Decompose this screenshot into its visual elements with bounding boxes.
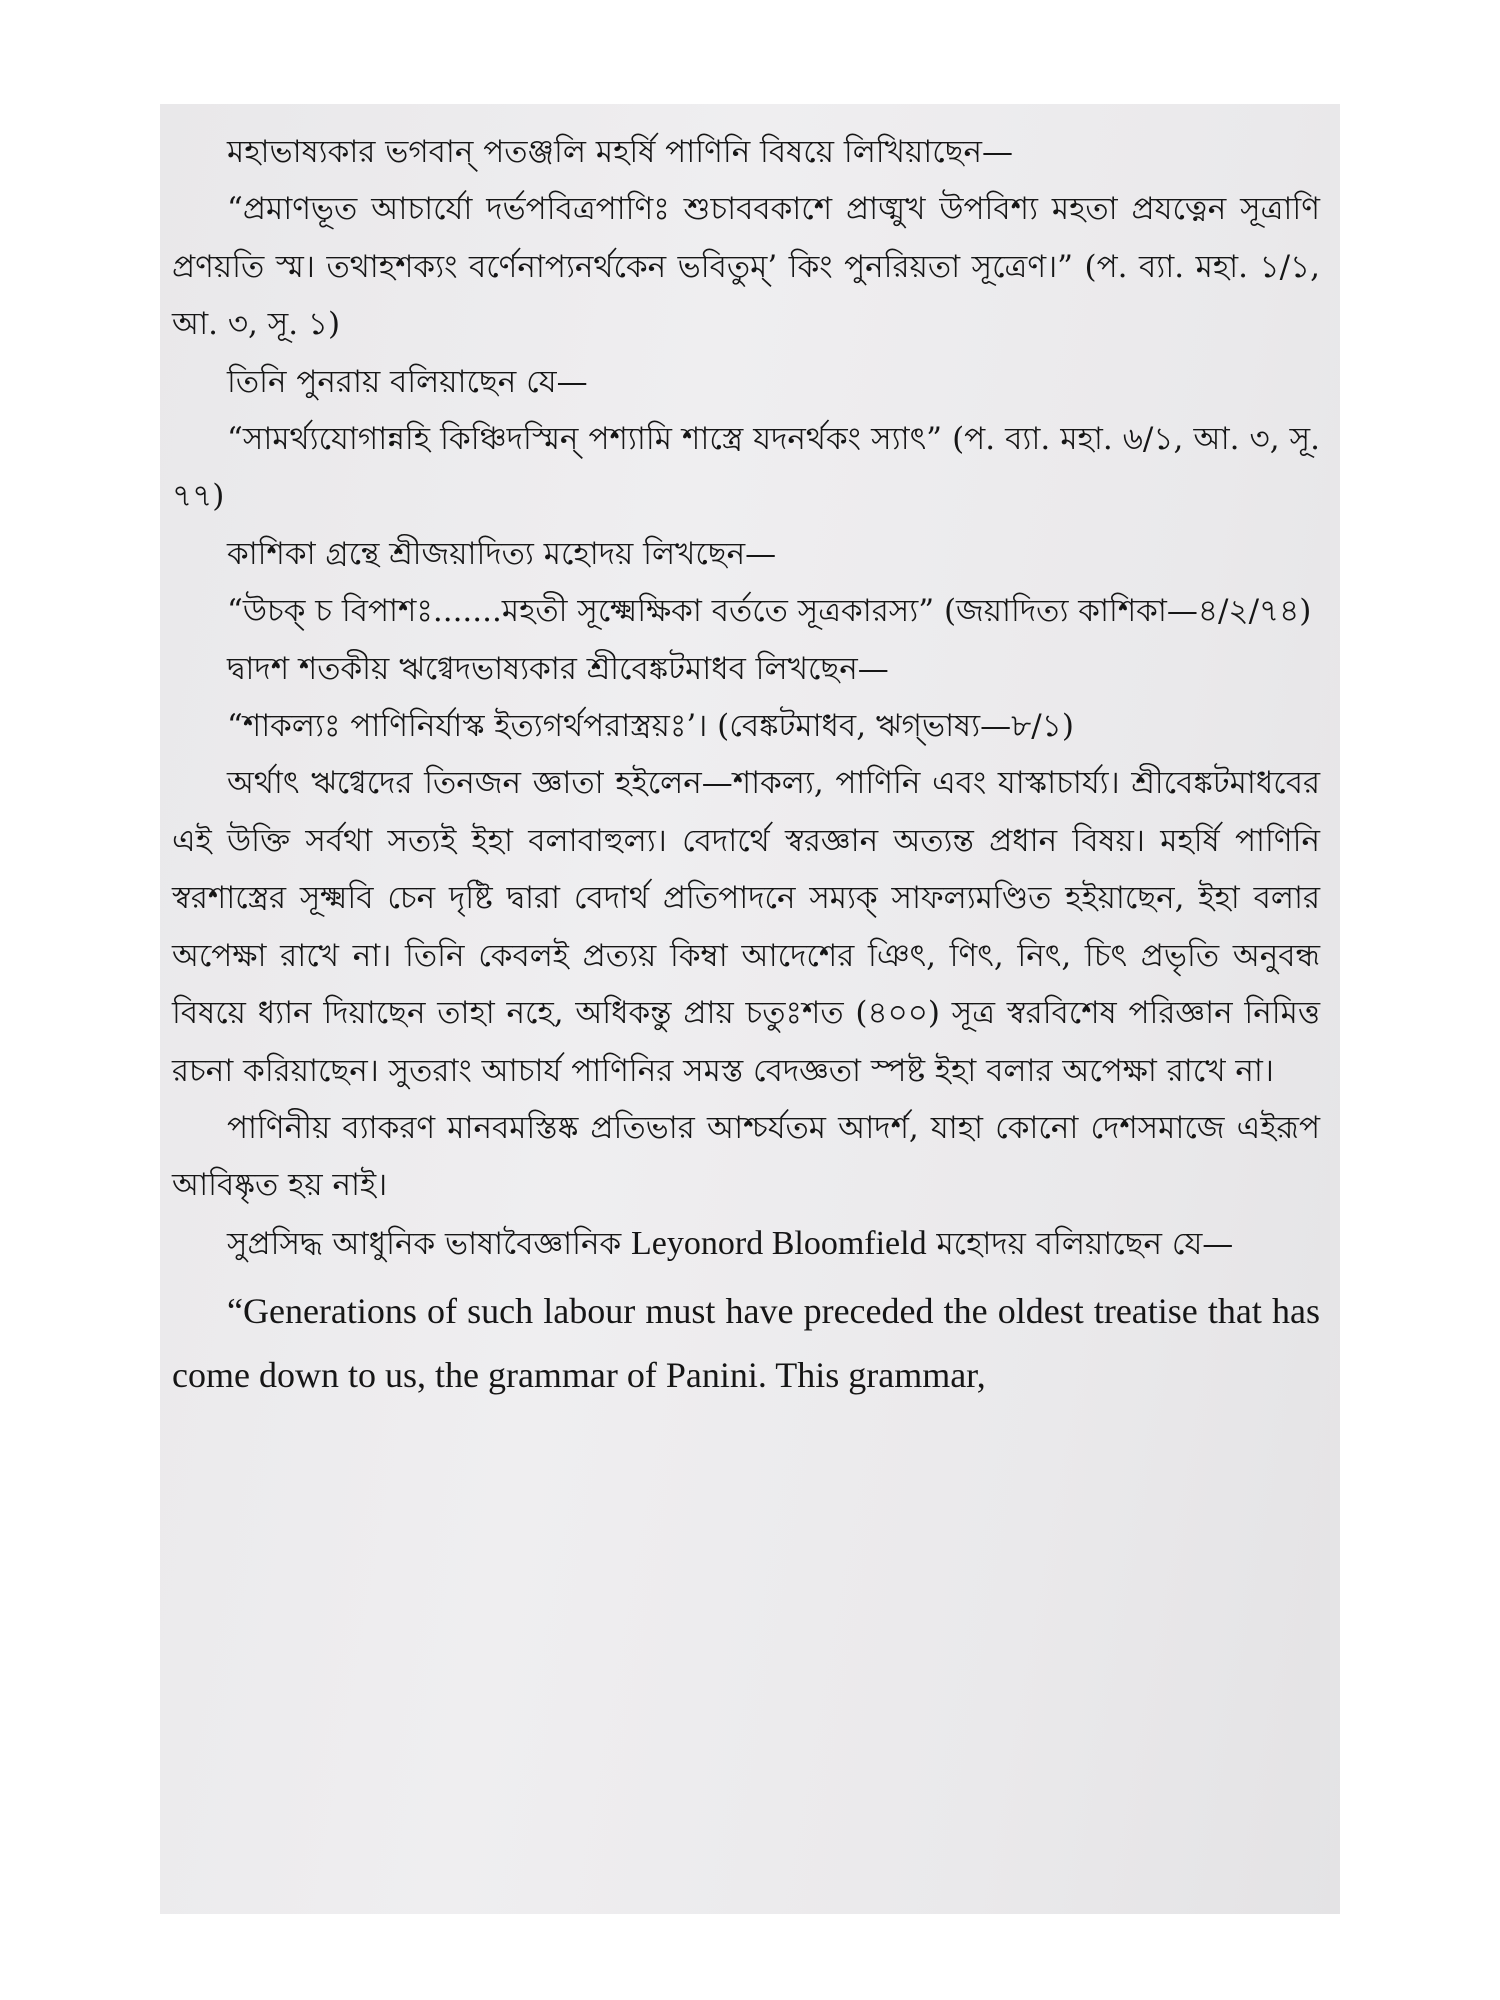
paragraph-venkatamadhava-intro: দ্বাদশ শতকীয় ঋগ্বেদভাষ্যকার শ্রীবেঙ্কটমাধব লিখছেন— bbox=[227, 650, 889, 687]
quote-mahabhashya-2: “সামর্থ্যযোগান্নহি কিঞ্চিদস্মিন্ পশ্যামি শাস্ত্রে যদনর্থকং স্যাৎ” (প. ব্যা. মহা. ৬/১, আ. ৩, সূ. ৭৭) bbox=[172, 421, 1320, 515]
page-body bbox=[172, 124, 1320, 1407]
paragraph-paniniya-grammar: পাণিনীয় ব্যাকরণ মানবমস্তিষ্ক প্রতিভার আশ্চর্যতম আদর্শ, যাহা কোনো দেশসমাজে এইরূপ আবিষ্কৃত হয় নাই। bbox=[172, 1109, 1320, 1204]
quote-bloomfield-english: “Generations of such labour must have preceded the oldest treatise that has come down to us, the grammar of Panini. This grammar, bbox=[172, 1291, 1320, 1396]
scanned-page bbox=[160, 104, 1340, 1914]
paragraph-bloomfield-intro bbox=[172, 1215, 1320, 1273]
bloomfield-name: Leyonord Bloomfield bbox=[631, 1224, 927, 1262]
quote-venkatamadhava: “শাকল্যঃ পাণিনির্যাস্ক ইত্যগর্থপরাস্ত্রয়ঃ’। (বেঙ্কটমাধব, ঋগ্ভাষ্য—৮/১) bbox=[227, 708, 1074, 745]
quote-mahabhashya-1: “প্রমাণভূত আচার্যো দর্ভপবিত্রপাণিঃ শুচাববকাশে প্রাঙ্মুখ উপবিশ্য মহতা প্রযত্নেন সূত্রাণি প্রণয়তি স্ম। তথাহশক্যং বর্ণেনাপ্যনর্থকেন ভবিতুম্’ কিং পুনরিয়তা সূত্রেণ।” (প. ব্যা. মহা. ১/১, আ. ৩, সূ. ১) bbox=[172, 191, 1320, 343]
paragraph-commentary: অর্থাৎ ঋগ্বেদের তিনজন জ্ঞাতা হইলেন—শাকল্য, পাণিনি এবং যাস্কাচার্য্য। শ্রীবেঙ্কটমাধবের এই উক্তি সর্বথা সত্যই ইহা বলাবাহুল্য। বেদার্থে স্বরজ্ঞান অত্যন্ত প্রধান বিষয়। মহর্ষি পাণিনি স্বরশাস্ত্রের সূক্ষ্মবি চেন দৃষ্টি দ্বারা বেদার্থ প্রতিপাদনে সম্যক্ সাফল্যমণ্ডিত হইয়াছেন, ইহা বলার অপেক্ষা রাখে না। তিনি কেবলই প্রত্যয় কিম্বা আদেশের ঞিৎ, ণিৎ, নিৎ, চিৎ প্রভৃতি অনুবন্ধ বিষয়ে ধ্যান দিয়াছেন তাহা নহে, অধিকন্তু প্রায় চতুঃশত (৪০০) সূত্র স্বরবিশেষ পরিজ্ঞান নিমিত্ত রচনা করিয়াছেন। সুতরাং আচার্য পাণিনির সমস্ত বেদজ্ঞতা স্পষ্ট ইহা বলার অপেক্ষা রাখে না। bbox=[172, 765, 1320, 1089]
paragraph-patanjali-intro: মহাভাষ্যকার ভগবান্ পতঞ্জলি মহর্ষি পাণিনি বিষয়ে লিখিয়াছেন— bbox=[227, 134, 1014, 170]
bloomfield-intro-before: সুপ্রসিদ্ধ আধুনিক ভাষাবৈজ্ঞানিক bbox=[227, 1225, 632, 1262]
quote-kashika: “উচক্ চ বিপাশঃ.......মহতী সূক্ষ্মেক্ষিকা বর্ততে সূত্রকারস্য” (জয়াদিত্য কাশিকা—৪/২/৭৪) bbox=[227, 593, 1312, 630]
paragraph-kashika-intro: কাশিকা গ্রন্থে শ্রীজয়াদিত্য মহোদয় লিখছেন— bbox=[227, 535, 777, 572]
bloomfield-intro-after: মহোদয় বলিয়াছেন যে— bbox=[926, 1225, 1234, 1262]
paragraph-again-said: তিনি পুনরায় বলিয়াছেন যে— bbox=[227, 363, 588, 400]
